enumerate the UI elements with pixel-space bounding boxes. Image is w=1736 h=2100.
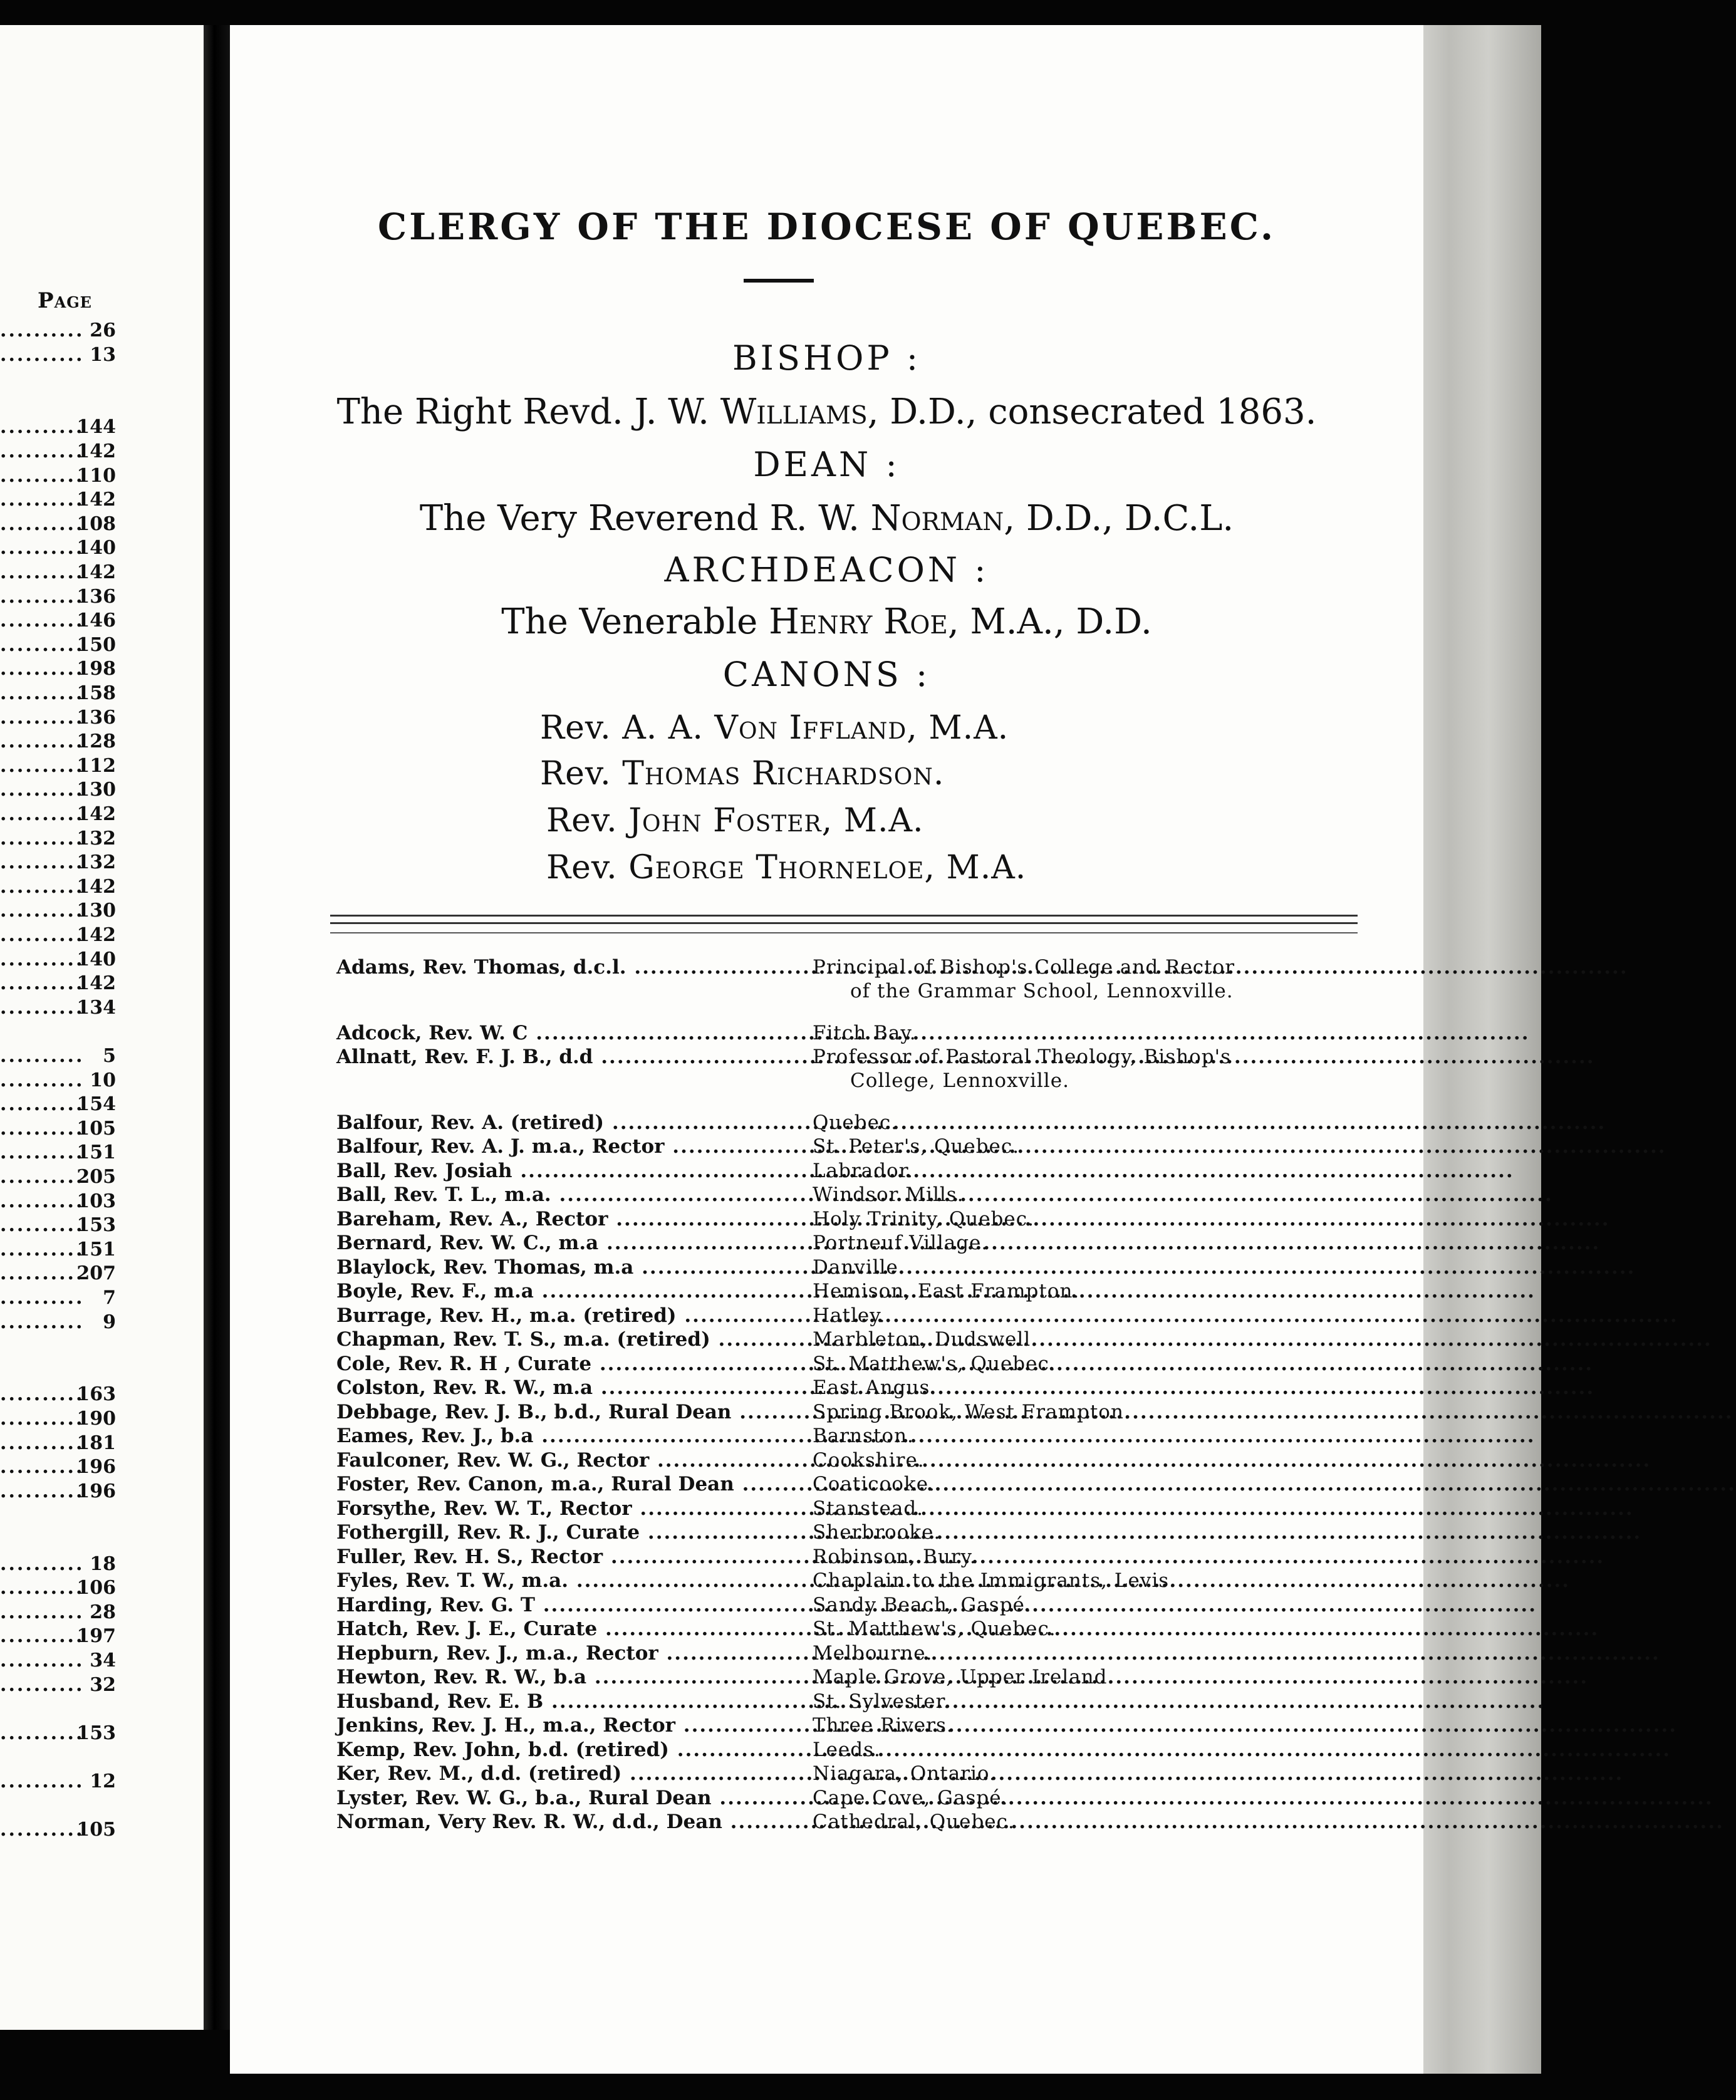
- page-number: 110: [76, 464, 116, 487]
- clergy-name: Boyle, Rev. F., m.a .....: [336, 1279, 813, 1303]
- page-number: 105: [76, 1117, 116, 1140]
- clergy-entry: [336, 1520, 1376, 1544]
- page-column-label: Page: [38, 288, 92, 313]
- clergy-name: Balfour, Rev. A. (retired) .....: [336, 1111, 813, 1135]
- clergy-place: Maple Grove, Upper Ireland.: [813, 1666, 1115, 1688]
- clergy-name: Bareham, Rev. A., Rector .....: [336, 1207, 813, 1231]
- leader-dots: ..........: [0, 320, 85, 341]
- clergy-name: Allnatt, Rev. F. J. B., d.d .....: [336, 1045, 813, 1069]
- clergy-entry: [336, 1045, 1376, 1093]
- clergy-name: Cole, Rev. R. H , Curate .....: [336, 1352, 813, 1376]
- leader-dots: ..........: [0, 779, 85, 801]
- leader-dots: ..........: [0, 512, 85, 535]
- clergy-entry: [336, 1207, 1376, 1231]
- page-number: 132: [76, 827, 116, 850]
- clergy-entry: [336, 1255, 1376, 1279]
- clergy-name: Norman, Very Rev. R. W., d.d., Dean .....: [336, 1810, 813, 1834]
- leader-dots: ..........: [0, 1093, 85, 1116]
- clergy-place-continued: of the Grammar School, Lennoxville.: [850, 980, 1234, 1002]
- leader-dots: ..........: [0, 803, 85, 825]
- page-number: 10: [90, 1069, 116, 1091]
- leader-dots: ..........: [0, 972, 85, 995]
- page-number: 142: [76, 561, 116, 583]
- clergy-name: Adcock, Rev. W. C .....: [336, 1021, 813, 1045]
- clergy-entry: [336, 1352, 1376, 1376]
- clergy-name: Foster, Rev. Canon, m.a., Rural Dean .....: [336, 1472, 813, 1496]
- clergy-place: Portneuf Village.: [813, 1232, 989, 1254]
- clergy-name: Chapman, Rev. T. S., m.a. (retired) .....: [336, 1328, 813, 1351]
- leader-dots: ..........: [0, 343, 85, 366]
- leader-dots: ..........: [0, 1552, 85, 1575]
- clergy-place: Robinson, Bury.: [813, 1545, 977, 1568]
- page-number: 190: [76, 1408, 116, 1430]
- clergy-name: Colston, Rev. R. W., m.a .....: [336, 1376, 813, 1400]
- clergy-entry: [336, 1569, 1376, 1593]
- leader-dots: ..........: [0, 1045, 85, 1067]
- page-number: 158: [76, 682, 116, 704]
- clergy-place: Stanstead.: [813, 1497, 924, 1520]
- clergy-place: Cookshire.: [813, 1448, 925, 1472]
- clergy-entry: [336, 1279, 1376, 1303]
- clergy-place: Niagara, Ontario.: [813, 1762, 996, 1785]
- dean-heading: DEAN :: [753, 445, 900, 484]
- page-number: 153: [76, 1214, 116, 1237]
- clergy-entry: [336, 1135, 1376, 1158]
- clergy-place: Holy Trinity, Quebec.: [813, 1207, 1034, 1230]
- page-number: 105: [76, 1819, 116, 1841]
- page-number: 142: [76, 440, 116, 462]
- clergy-entry: [336, 1810, 1376, 1834]
- clergy-entry: [336, 1786, 1376, 1810]
- leader-dots: ..........: [0, 730, 85, 753]
- clergy-entry: [336, 1376, 1376, 1400]
- leader-dots: ..........: [0, 1650, 85, 1671]
- clergy-name: Ker, Rev. M., d.d. (retired) .....: [336, 1762, 813, 1786]
- page-number: 142: [76, 972, 116, 995]
- previous-page: [0, 25, 204, 2030]
- page-number: 136: [76, 706, 116, 729]
- clergy-place: Windsor Mills.: [813, 1183, 964, 1206]
- leader-dots: ..........: [0, 1214, 85, 1237]
- clergy-place: Leeds.: [813, 1738, 881, 1761]
- page-number: 151: [76, 1141, 116, 1164]
- clergy-entry: [336, 1021, 1376, 1045]
- page-number: 7: [103, 1287, 116, 1309]
- section-rule: [330, 915, 1358, 917]
- canon-item: Rev. Thomas Richardson.: [540, 755, 945, 793]
- clergy-place: Danville.: [813, 1255, 905, 1279]
- leader-dots: ..........: [0, 706, 85, 729]
- clergy-place: Quebec.: [813, 1111, 898, 1134]
- clergy-entry: [336, 1448, 1376, 1472]
- clergy-name: Eames, Rev. J., b.a .....: [336, 1424, 813, 1448]
- leader-dots: ..........: [0, 1117, 85, 1140]
- page-number: 207: [76, 1262, 116, 1285]
- canon-item: Rev. John Foster, M.A.: [546, 802, 924, 839]
- clergy-place-continued: College, Lennoxville.: [850, 1069, 1069, 1092]
- clergy-name: Husband, Rev. E. B .....: [336, 1690, 813, 1713]
- clergy-entry: [336, 1304, 1376, 1328]
- clergy-entry: [336, 1159, 1376, 1183]
- page-number: 205: [76, 1166, 116, 1188]
- clergy-name: Hatch, Rev. J. E., Curate .....: [336, 1617, 813, 1641]
- leader-dots: ..........: [0, 875, 85, 898]
- page-number: 34: [90, 1650, 116, 1671]
- leader-dots: ..........: [0, 1601, 85, 1623]
- leader-dots: ..........: [0, 1141, 85, 1164]
- clergy-place: St. Sylvester.: [813, 1690, 950, 1713]
- leader-dots: ..........: [0, 633, 85, 656]
- clergy-place: St. Matthew's, Quebec.: [813, 1352, 1056, 1375]
- leader-dots: ..........: [0, 1287, 85, 1309]
- clergy-place: Melbourne.: [813, 1641, 933, 1665]
- clergy-name: Faulconer, Rev. W. G., Rector .....: [336, 1448, 813, 1472]
- clergy-name: Blaylock, Rev. Thomas, m.a .....: [336, 1255, 813, 1279]
- clergy-entry: [336, 1400, 1376, 1424]
- canon-item: Rev. George Thorneloe, M.A.: [546, 849, 1027, 886]
- clergy-name: Jenkins, Rev. J. H., m.a., Rector .....: [336, 1713, 813, 1737]
- clergy-place: Coaticooke.: [813, 1473, 935, 1495]
- leader-dots: ..........: [0, 1480, 85, 1502]
- leader-dots: ..........: [0, 585, 85, 608]
- bishop-heading: BISHOP :: [732, 338, 922, 378]
- clergy-entry: [336, 1593, 1376, 1617]
- leader-dots: ..........: [0, 948, 85, 970]
- leader-dots: ..........: [0, 1577, 85, 1599]
- page-title: CLERGY OF THE DIOCESE OF QUEBEC.: [377, 205, 1276, 248]
- clergy-place: St. Peter's, Quebec.: [813, 1135, 1020, 1158]
- leader-dots: ..........: [0, 827, 85, 850]
- clergy-place: Marbleton, Dudswell.: [813, 1328, 1038, 1351]
- page-number: 103: [76, 1190, 116, 1212]
- leader-dots: ..........: [0, 924, 85, 946]
- leader-dots: ..........: [0, 900, 85, 922]
- leader-dots: ..........: [0, 561, 85, 583]
- clergy-entry: [336, 1713, 1376, 1737]
- canon-item: Rev. A. A. Von Iffland, M.A.: [540, 709, 1009, 747]
- leader-dots: ..........: [0, 489, 85, 511]
- page-number: 181: [76, 1432, 116, 1454]
- clergy-place: Barnston.: [813, 1425, 914, 1447]
- leader-dots: ..........: [0, 682, 85, 704]
- page-number: 132: [76, 851, 116, 874]
- main-page: [230, 25, 1423, 2074]
- clergy-name: Balfour, Rev. A. J. m.a., Rector .....: [336, 1135, 813, 1158]
- clergy-entry: [336, 1231, 1376, 1255]
- clergy-place: Labrador.: [813, 1159, 913, 1182]
- clergy-entry: [336, 1472, 1376, 1496]
- page-number: 128: [76, 730, 116, 753]
- clergy-name: Ball, Rev. T. L., m.a. .....: [336, 1183, 813, 1207]
- leader-dots: ..........: [0, 1166, 85, 1188]
- clergy-entry: [336, 1665, 1376, 1689]
- clergy-place: St. Matthew's, Quebec.: [813, 1618, 1056, 1640]
- archdeacon-heading: ARCHDEACON :: [664, 550, 989, 590]
- page-number: 18: [90, 1552, 116, 1575]
- leader-dots: ..........: [0, 1383, 85, 1406]
- bishop-line: The Right Revd. J. W. Williams, D.D., consecrated 1863.: [336, 392, 1317, 432]
- clergy-entry: [336, 1545, 1376, 1569]
- clergy-name: Adams, Rev. Thomas, d.c.l. .....: [336, 955, 813, 979]
- page-number: 198: [76, 658, 116, 680]
- page-number: 144: [76, 416, 116, 439]
- leader-dots: ..........: [0, 1190, 85, 1212]
- clergy-name: Kemp, Rev. John, b.d. (retired) .....: [336, 1738, 813, 1762]
- page-number: 28: [90, 1601, 116, 1623]
- leader-dots: ..........: [0, 1408, 85, 1430]
- page-number: 32: [90, 1673, 116, 1696]
- clergy-entry: [336, 1738, 1376, 1762]
- leader-dots: ..........: [0, 1722, 85, 1744]
- clergy-entry: [336, 1762, 1376, 1786]
- leader-dots: ..........: [0, 1069, 85, 1091]
- clergy-name: Hewton, Rev. R. W., b.a .....: [336, 1665, 813, 1689]
- page-number: 154: [76, 1093, 116, 1116]
- leader-dots: ..........: [0, 754, 85, 777]
- page-number: 142: [76, 489, 116, 511]
- leader-dots: ..........: [0, 851, 85, 874]
- clergy-entry: [336, 1690, 1376, 1713]
- clergy-name: Bernard, Rev. W. C., m.a .....: [336, 1231, 813, 1255]
- leader-dots: ..........: [0, 440, 85, 462]
- archdeacon-line: The Venerable Henry Roe, M.A., D.D.: [501, 601, 1152, 642]
- page-number: 142: [76, 875, 116, 898]
- leader-dots: ..........: [0, 1819, 85, 1841]
- clergy-entry: [336, 1617, 1376, 1641]
- clergy-entry: [336, 1641, 1376, 1665]
- title-rule: [744, 279, 814, 283]
- leader-dots: ..........: [0, 996, 85, 1019]
- page-number: 142: [76, 924, 116, 946]
- clergy-place: Professor of Pastoral Theology, Bishop's: [813, 1046, 1232, 1068]
- clergy-place: Fitch Bay.: [813, 1021, 917, 1044]
- section-rule: [330, 932, 1358, 933]
- page-number: 150: [76, 633, 116, 656]
- leader-dots: ..........: [0, 1770, 85, 1792]
- clergy-entry: [336, 1328, 1376, 1351]
- leader-dots: ..........: [0, 658, 85, 680]
- clergy-place: Cape Cove, Gaspé.: [813, 1786, 1009, 1809]
- clergy-place: Three Rivers.: [813, 1714, 954, 1737]
- page-number: 5: [103, 1045, 116, 1067]
- clergy-place: Hatley.: [813, 1304, 886, 1327]
- clergy-name: Lyster, Rev. W. G., b.a., Rural Dean .....: [336, 1786, 813, 1810]
- page-number: 196: [76, 1456, 116, 1479]
- page-number: 163: [76, 1383, 116, 1406]
- leader-dots: ..........: [0, 1456, 85, 1479]
- leader-dots: ..........: [0, 1432, 85, 1454]
- page-number: 13: [90, 343, 116, 366]
- clergy-place: East Angus.: [813, 1376, 937, 1399]
- leader-dots: ..........: [0, 1311, 85, 1333]
- page-number: 197: [76, 1625, 116, 1648]
- clergy-name: Forsythe, Rev. W. T., Rector .....: [336, 1497, 813, 1520]
- clergy-name: Fuller, Rev. H. S., Rector .....: [336, 1545, 813, 1569]
- page-number: 151: [76, 1238, 116, 1261]
- page-number: 9: [103, 1311, 116, 1333]
- clergy-name: Fyles, Rev. T. W., m.a. .....: [336, 1569, 813, 1593]
- clergy-entry: [336, 1497, 1376, 1520]
- leader-dots: ..........: [0, 1673, 85, 1696]
- clergy-name: Fothergill, Rev. R. J., Curate .....: [336, 1520, 813, 1544]
- leader-dots: ..........: [0, 1625, 85, 1648]
- page-number: 112: [76, 754, 116, 777]
- page-number: 142: [76, 803, 116, 825]
- page-number: 134: [76, 996, 116, 1019]
- clergy-place: Cathedral, Quebec.: [813, 1811, 1015, 1833]
- clergy-place: Sandy Beach, Gaspé.: [813, 1593, 1032, 1616]
- dean-line: The Very Reverend R. W. Norman, D.D., D.C.L.: [419, 498, 1234, 539]
- page-number: 136: [76, 585, 116, 608]
- clergy-place: Principal of Bishop's College and Rector: [813, 956, 1235, 979]
- canons-heading: CANONS :: [722, 655, 931, 694]
- clergy-name: Harding, Rev. G. T .....: [336, 1593, 813, 1617]
- clergy-entry: [336, 955, 1376, 1003]
- clergy-entry: [336, 1424, 1376, 1448]
- page-number: 146: [76, 610, 116, 632]
- book-gutter: [204, 25, 230, 2030]
- page-number: 106: [76, 1577, 116, 1599]
- page-number: 196: [76, 1480, 116, 1502]
- page-number: 140: [76, 537, 116, 559]
- clergy-place: Sherbrooke.: [813, 1521, 941, 1544]
- page-number: 12: [90, 1770, 116, 1792]
- page-number: 26: [90, 320, 116, 341]
- page-number: 140: [76, 948, 116, 970]
- clergy-name: Burrage, Rev. H., m.a. (retired) .....: [336, 1304, 813, 1328]
- page-number: 153: [76, 1722, 116, 1744]
- page-number: 108: [76, 512, 116, 535]
- leader-dots: ..........: [0, 416, 85, 439]
- clergy-entry: [336, 1183, 1376, 1207]
- page-number: 130: [76, 900, 116, 922]
- clergy-place: Chaplain to the Immigrants, Levis.: [813, 1569, 1176, 1592]
- leader-dots: ..........: [0, 1238, 85, 1261]
- leader-dots: ..........: [0, 1262, 85, 1285]
- leader-dots: ..........: [0, 610, 85, 632]
- leader-dots: ..........: [0, 537, 85, 559]
- leader-dots: ..........: [0, 464, 85, 487]
- page-number: 130: [76, 779, 116, 801]
- clergy-name: Ball, Rev. Josiah .....: [336, 1159, 813, 1183]
- section-rule: [330, 922, 1358, 924]
- clergy-place: Spring Brook, West Frampton.: [813, 1400, 1131, 1423]
- clergy-place: Hemison, East Frampton.: [813, 1280, 1080, 1302]
- clergy-name: Debbage, Rev. J. B., b.d., Rural Dean .....: [336, 1400, 813, 1424]
- clergy-name: Hepburn, Rev. J., m.a., Rector .....: [336, 1641, 813, 1665]
- clergy-entry: [336, 1111, 1376, 1135]
